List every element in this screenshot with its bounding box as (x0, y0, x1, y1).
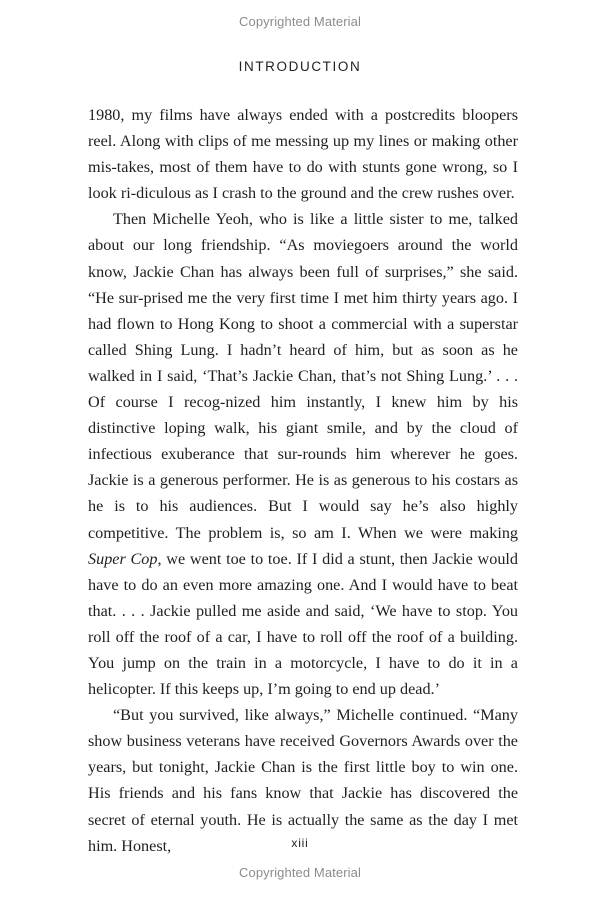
running-head: INTRODUCTION (238, 59, 362, 74)
page-number: xiii (291, 836, 309, 850)
text-line: Then Michelle Yeoh, who is like a little sister to me, talked (113, 210, 518, 229)
text-line: nized him instantly, I knew him by his distinctive loping walk, his (88, 393, 518, 438)
text-line: he’s also highly competitive. The problem is, so am I. When we (88, 497, 519, 542)
text-line: as generous to his costars as he is to his audiences. But I would say (88, 471, 518, 516)
paragraph-2 (88, 206, 518, 702)
body-text (88, 102, 518, 859)
copyright-watermark-top: Copyrighted Material (239, 14, 361, 29)
text-line: were making Super Cop, we went toe to toe. If I did a stunt, then (88, 523, 519, 568)
text-line: Jackie Chan has always been full of surprises,” she said. “He sur- (88, 262, 518, 307)
text-line: eternal youth. He is actually the same as the day I met him. Honest, (88, 810, 518, 855)
text-line: Along with clips of me messing up my lines or making other mis- (88, 132, 519, 177)
text-line: ‘That’s Jackie Chan, that’s not Shing Lung.’ . . . Of course I recog- (88, 366, 519, 412)
text-line: Jackie would have to do an even more amazing one. And I would (88, 549, 519, 594)
text-line: takes, most of them have to do with stunts gone wrong, so I look ri- (88, 158, 518, 203)
text-line: show business veterans have received Governors Awards over the (88, 732, 518, 751)
text-line: rounds him wherever he goes. Jackie is a generous performer. He is (88, 445, 518, 490)
text-line: Lung. I hadn’t heard of him, but as soon as he walked in I said, (88, 340, 518, 385)
text-line: to Hong Kong to shoot a commercial with a superstar called Shing (88, 314, 519, 359)
text-line: friends and his fans know that Jackie has discovered the secret of (88, 784, 519, 829)
text-line: diculous as I crash to the ground and the crew rushes over. (136, 184, 515, 203)
text-line: have to beat that. . . . Jackie pulled me aside and said, ‘We have to (88, 575, 519, 620)
text-line: giant smile, and by the cloud of infectious exuberance that sur- (88, 419, 518, 464)
text-line: prised me the very first time I met him thirty years ago. I had flown (88, 288, 518, 333)
text-line: stop. You roll off the roof of a car, I have to roll off the roof of a (88, 601, 519, 646)
text-line: “But you survived, like always,” Michelle continued. “Many (113, 706, 518, 725)
paragraph-1 (88, 102, 518, 206)
copyright-watermark-bottom: Copyrighted Material (239, 865, 361, 880)
text-line: years, but tonight, Jackie Chan is the first little boy to win one. His (88, 758, 518, 803)
text-line: 1980, my films have always ended with a postcredits bloopers reel. (88, 106, 518, 151)
text-line: helicopter. If this keeps up, I’m going to end up dead.’ (88, 680, 440, 699)
text-line: about our long friendship. “As moviegoers around the world know, (88, 236, 518, 281)
text-line: building. You jump on the train in a motorcycle, I have to do it in a (88, 627, 519, 672)
